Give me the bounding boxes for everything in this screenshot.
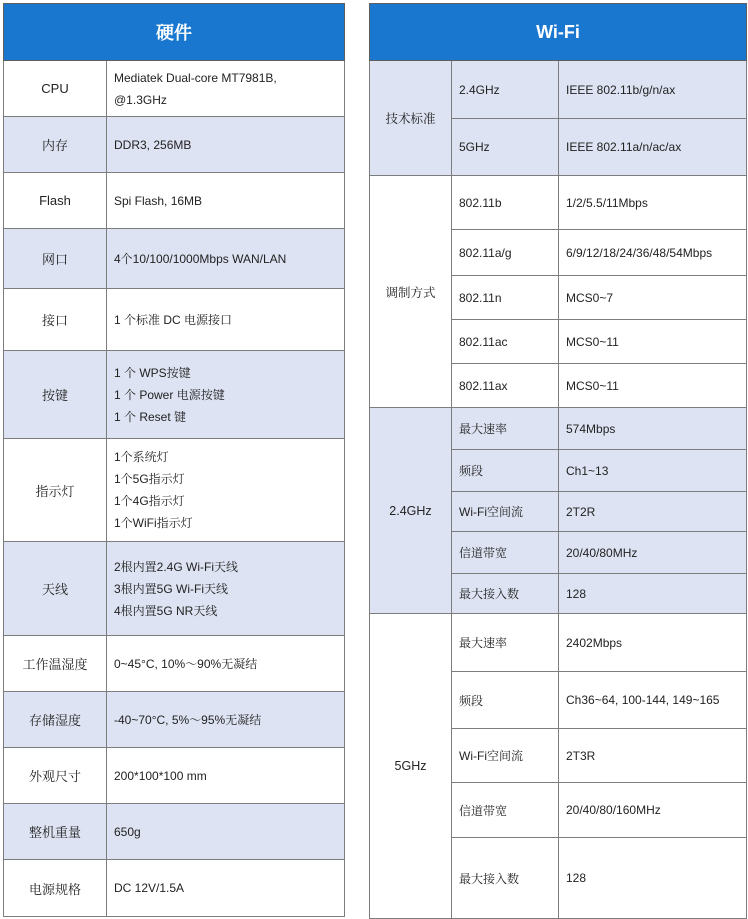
wifi-group-label: 调制方式: [370, 176, 452, 408]
wifi-row-key: 信道带宽: [452, 532, 559, 574]
wifi-group-label: 技术标准: [370, 61, 452, 176]
hardware-row-label: 接口: [4, 289, 107, 351]
wifi-group-label: 5GHz: [370, 614, 452, 919]
hardware-row-value: [107, 289, 345, 351]
hardware-row: [4, 229, 345, 289]
hardware-row-value: [107, 748, 345, 804]
hardware-row-value: [107, 61, 345, 117]
hardware-row-value: [107, 542, 345, 636]
wifi-row-key: 5GHz: [452, 119, 559, 176]
wifi-row-value: MCS0~11: [559, 320, 747, 364]
wifi-row-value: 2402Mbps: [559, 614, 747, 672]
wifi-row-value: 20/40/80MHz: [559, 532, 747, 574]
wifi-row: [370, 614, 747, 672]
wifi-row-value: 128: [559, 838, 747, 919]
wifi-row-value: IEEE 802.11b/g/n/ax: [559, 61, 747, 119]
hardware-row-label: 内存: [4, 117, 107, 173]
wifi-row-value: 6/9/12/18/24/36/48/54Mbps: [559, 230, 747, 276]
wifi-row-value: 2T3R: [559, 729, 747, 783]
hardware-row: [4, 748, 345, 804]
hardware-row-label: Flash: [4, 173, 107, 229]
hardware-value-line: Spi Flash, 16MB: [114, 193, 203, 208]
wifi-body: [370, 61, 747, 919]
wifi-row-key: Wi-Fi空间流: [452, 729, 559, 783]
wifi-row-value: 574Mbps: [559, 408, 747, 450]
hardware-row-label: 天线: [4, 542, 107, 636]
hardware-value-line: 1 个标准 DC 电源接口: [114, 312, 233, 327]
hardware-title: 硬件: [4, 4, 345, 61]
hardware-value-line: 1个5G指示灯: [114, 472, 185, 486]
wifi-row-key: 802.11b: [452, 176, 559, 230]
hardware-row: [4, 692, 345, 748]
hardware-row: [4, 542, 345, 636]
wifi-row-value: Ch36~64, 100-144, 149~165: [559, 672, 747, 729]
hardware-row: [4, 351, 345, 439]
wifi-row-key: 频段: [452, 450, 559, 492]
wifi-row: [370, 176, 747, 230]
hardware-row-value: [107, 692, 345, 748]
hardware-row-label: 网口: [4, 229, 107, 289]
hardware-value-line: @1.3GHz: [114, 92, 167, 107]
hardware-value-line: 1 个 WPS按键: [114, 365, 191, 380]
hardware-row-value: [107, 117, 345, 173]
wifi-row-key: 802.11ac: [452, 320, 559, 364]
hardware-row-label: 存储湿度: [4, 692, 107, 748]
hardware-row: [4, 173, 345, 229]
wifi-row-key: 802.11ax: [452, 364, 559, 408]
wifi-row-value: MCS0~11: [559, 364, 747, 408]
hardware-value-line: 0~45°C, 10%～90%无凝结: [114, 656, 258, 671]
hardware-row: [4, 61, 345, 117]
wifi-row-value: IEEE 802.11a/n/ac/ax: [559, 119, 747, 176]
hardware-row: [4, 439, 345, 542]
hardware-row-label: 工作温湿度: [4, 636, 107, 692]
hardware-value-line: 1个WiFi指示灯: [114, 516, 193, 530]
hardware-row-label: 指示灯: [4, 439, 107, 542]
hardware-value-line: 4个10/100/1000Mbps WAN/LAN: [114, 251, 287, 266]
hardware-value-line: 650g: [114, 824, 141, 839]
wifi-row-value: Ch1~13: [559, 450, 747, 492]
hardware-row-label: CPU: [4, 61, 107, 117]
hardware-value-line: -40~70°C, 5%～95%无凝结: [114, 712, 262, 727]
wifi-group-label: 2.4GHz: [370, 408, 452, 614]
hardware-value-line: Mediatek Dual-core MT7981B,: [114, 70, 277, 85]
hardware-row-value: [107, 636, 345, 692]
hardware-value-line: 1个4G指示灯: [114, 494, 185, 508]
hardware-row-label: 电源规格: [4, 860, 107, 917]
wifi-row-key: 频段: [452, 672, 559, 729]
wifi-row-value: 2T2R: [559, 492, 747, 532]
wifi-row-key: Wi-Fi空间流: [452, 492, 559, 532]
hardware-row-label: 按键: [4, 351, 107, 439]
hardware-row: [4, 804, 345, 860]
wifi-row-value: 20/40/80/160MHz: [559, 783, 747, 838]
hardware-value-line: 1 个 Reset 键: [114, 409, 187, 424]
wifi-row-key: 最大接入数: [452, 838, 559, 919]
wifi-row-value: 128: [559, 574, 747, 614]
hardware-row-value: [107, 804, 345, 860]
hardware-row-value: [107, 860, 345, 917]
wifi-row-value: 1/2/5.5/11Mbps: [559, 176, 747, 230]
hardware-row-label: 外观尺寸: [4, 748, 107, 804]
wifi-row-value: MCS0~7: [559, 276, 747, 320]
hardware-value-line: 4根内置5G NR天线: [114, 603, 218, 618]
hardware-table: [3, 3, 345, 917]
wifi-row-key: 802.11a/g: [452, 230, 559, 276]
hardware-row: [4, 289, 345, 351]
hardware-row: [4, 636, 345, 692]
hardware-value-line: DDR3, 256MB: [114, 137, 192, 152]
hardware-row: [4, 860, 345, 917]
hardware-value-line: 1 个 Power 电源按键: [114, 387, 225, 402]
hardware-row-value: [107, 351, 345, 439]
wifi-row: [370, 408, 747, 450]
hardware-row-value: [107, 439, 345, 542]
wifi-row-key: 最大速率: [452, 614, 559, 672]
hardware-value-line: 200*100*100 mm: [114, 768, 207, 783]
hardware-value-line: DC 12V/1.5A: [114, 881, 185, 895]
hardware-value-line: 2根内置2.4G Wi-Fi天线: [114, 559, 239, 574]
hardware-row-label: 整机重量: [4, 804, 107, 860]
hardware-value-line: 1个系统灯: [114, 450, 169, 464]
hardware-body: [4, 61, 345, 917]
wifi-row: [370, 61, 747, 119]
hardware-row-value: [107, 173, 345, 229]
hardware-row: [4, 117, 345, 173]
hardware-value-line: 3根内置5G Wi-Fi天线: [114, 581, 229, 596]
wifi-row-key: 最大接入数: [452, 574, 559, 614]
wifi-row-key: 信道带宽: [452, 783, 559, 838]
wifi-title: Wi-Fi: [370, 4, 747, 61]
wifi-row-key: 2.4GHz: [452, 61, 559, 119]
wifi-table: [369, 3, 747, 919]
hardware-row-value: [107, 229, 345, 289]
wifi-row-key: 最大速率: [452, 408, 559, 450]
wifi-row-key: 802.11n: [452, 276, 559, 320]
